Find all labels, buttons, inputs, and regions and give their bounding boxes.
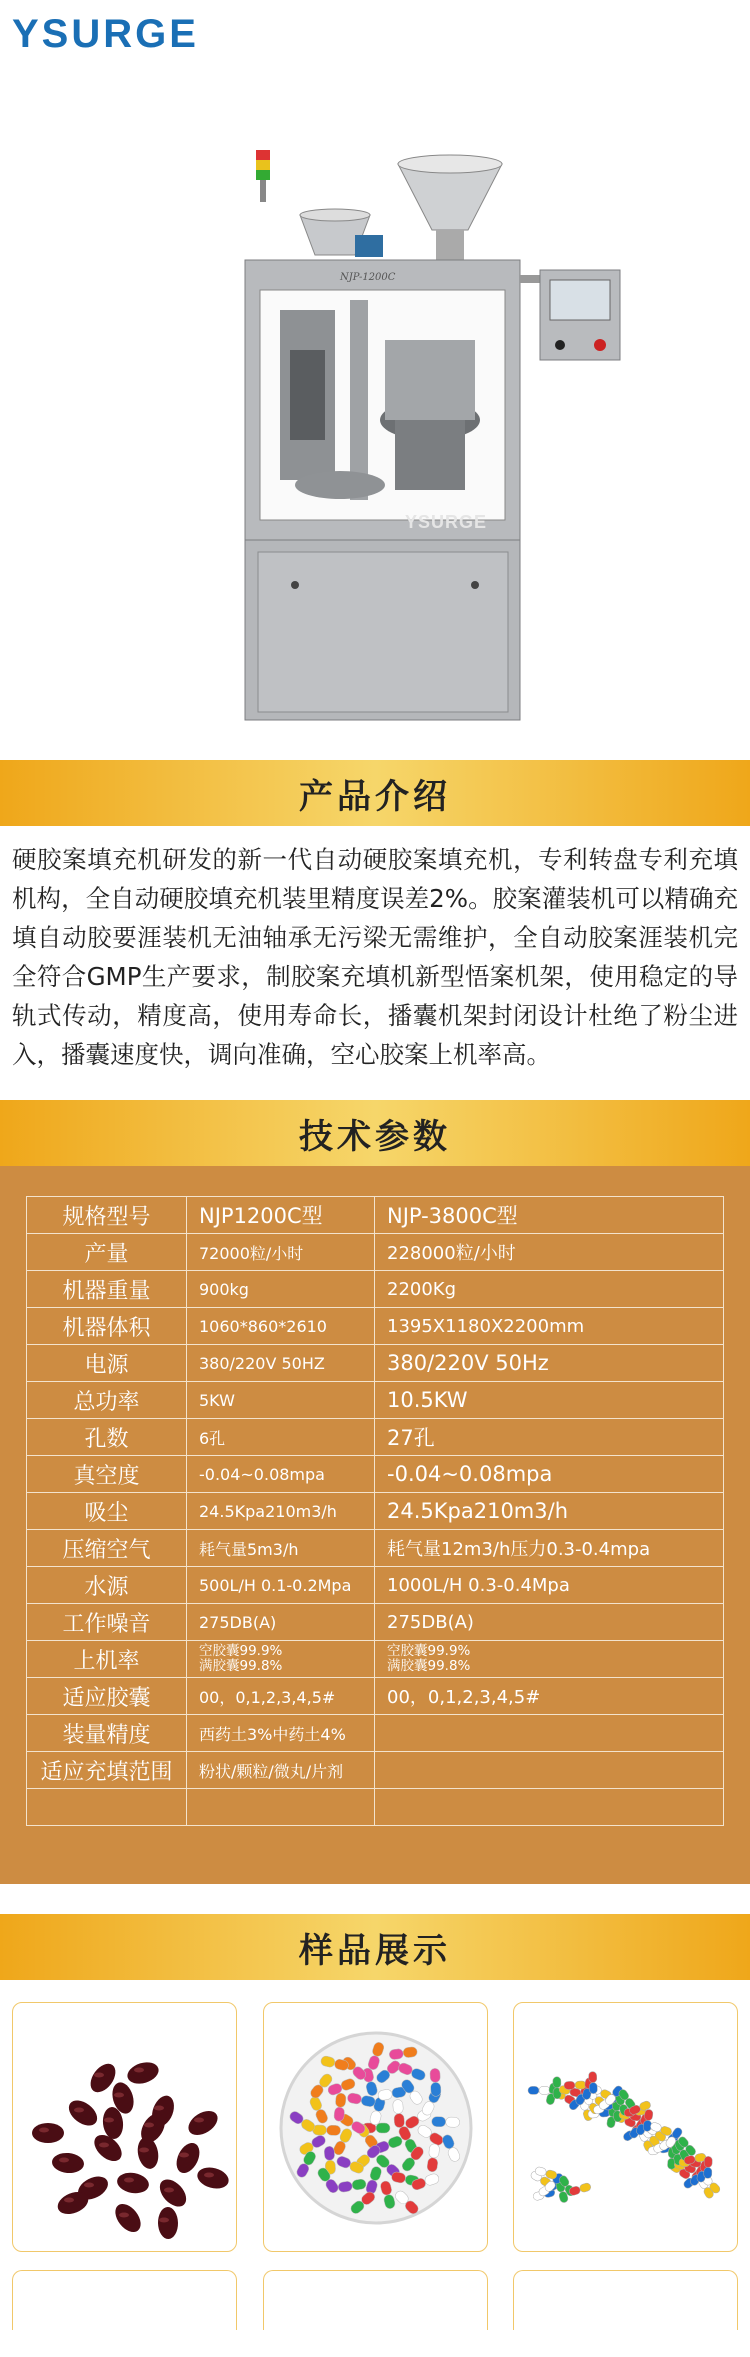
softgel-highlight <box>159 2218 169 2223</box>
spec-value-njp3800c: 380/220V 50Hz <box>375 1345 724 1382</box>
spec-value-njp1200c: 00，0,1,2,3,4,5# <box>187 1678 375 1715</box>
spec-row <box>27 1567 724 1604</box>
spec-row <box>27 1382 724 1419</box>
softgel-highlight <box>144 2123 154 2128</box>
softgel-capsule <box>184 2106 222 2140</box>
spec-row <box>27 1308 724 1345</box>
product-intro <box>0 826 750 1100</box>
spec-label: 真空度 <box>27 1456 187 1493</box>
softgel-highlight <box>64 2198 74 2203</box>
spec-label: 规格型号 <box>27 1197 187 1234</box>
sample-image <box>12 2270 237 2330</box>
spec-value-njp3800c <box>375 1752 724 1789</box>
spec-value-njp1200c: 500L/H 0.1-0.2Mpa <box>187 1567 375 1604</box>
softgel-highlight <box>154 2106 164 2111</box>
section-header-samples <box>0 1914 750 1980</box>
spec-value-njp1200c: 1060*860*2610 <box>187 1308 375 1345</box>
spec-row <box>27 1752 724 1789</box>
spec-label: 适应胶囊 <box>27 1678 187 1715</box>
capsule-filling-machine-image <box>230 90 660 730</box>
spec-value-njp3800c: 275DB(A) <box>375 1604 724 1641</box>
spec-value-njp3800c: 1395X1180X2200mm <box>375 1308 724 1345</box>
spec-value-njp1200c: 275DB(A) <box>187 1604 375 1641</box>
spec-label: 压缩空气 <box>27 1530 187 1567</box>
softgel-highlight <box>94 2073 104 2078</box>
spec-value-njp1200c: 6孔 <box>187 1419 375 1456</box>
section-header-specs <box>0 1100 750 1166</box>
softgel-highlight <box>99 2143 109 2148</box>
spec-label: 机器体积 <box>27 1308 187 1345</box>
spec-value-njp3800c: 耗气量12m3/h压力0.3-0.4mpa <box>375 1530 724 1567</box>
spec-label: 工作噪音 <box>27 1604 187 1641</box>
spec-value-njp1200c: 24.5Kpa210m3/h <box>187 1493 375 1530</box>
spec-value-njp1200c <box>187 1641 375 1678</box>
specs-panel <box>0 1166 750 1884</box>
spec-value-njp1200c: 西药土3%中药土4% <box>187 1715 375 1752</box>
specs-table <box>26 1196 724 1826</box>
page-header <box>0 0 750 70</box>
softgel-highlight <box>124 2178 134 2183</box>
spec-value-njp3800c: 24.5Kpa210m3/h <box>375 1493 724 1530</box>
spec-label: 总功率 <box>27 1382 187 1419</box>
softgel-highlight <box>179 2153 189 2158</box>
sample-image <box>513 2270 738 2330</box>
softgel-capsule <box>125 2059 161 2087</box>
spec-value-njp1200c: 耗气量5m3/h <box>187 1530 375 1567</box>
spec-row <box>27 1715 724 1752</box>
spec-row <box>27 1641 724 1678</box>
capsule <box>568 2182 591 2196</box>
spec-value-njp1200c: -0.04~0.08mpa <box>187 1456 375 1493</box>
svg-text:NJP-1200C: NJP-1200C <box>340 272 396 283</box>
softgel-highlight <box>104 2118 114 2123</box>
spec-row <box>27 1678 724 1715</box>
sample-gallery-row-2 <box>0 2252 750 2330</box>
sample-image <box>263 2270 488 2330</box>
softgel-capsule <box>155 2174 191 2211</box>
spec-label: 机器重量 <box>27 1271 187 1308</box>
sample-softgel-image <box>12 2002 237 2252</box>
spec-label: 上机率 <box>27 1641 187 1678</box>
spec-row <box>27 1234 724 1271</box>
softgel-highlight <box>84 2183 94 2188</box>
spec-value-njp1200c: 5KW <box>187 1382 375 1419</box>
softgel-highlight <box>59 2158 69 2163</box>
softgel-highlight <box>194 2118 204 2123</box>
spec-value-njp3800c <box>375 1641 724 1678</box>
spec-row <box>27 1419 724 1456</box>
svg-text:YSURGE: YSURGE <box>405 512 488 532</box>
spec-value-line: 满胶囊99.8% <box>387 1658 471 1674</box>
spec-value-njp3800c: 00，0,1,2,3,4,5# <box>375 1678 724 1715</box>
softgel-highlight <box>134 2068 144 2073</box>
spec-value-njp3800c: 228000粒/小时 <box>375 1234 724 1271</box>
brand-logo: YSURGE <box>12 12 199 56</box>
section-title: 样品展示 <box>299 1930 451 1971</box>
spec-value-njp3800c: -0.04~0.08mpa <box>375 1456 724 1493</box>
spec-value-njp1200c <box>187 1789 375 1826</box>
capsule <box>528 2086 550 2094</box>
softgel-highlight <box>114 2093 124 2098</box>
spec-label <box>27 1789 187 1826</box>
softgel-highlight <box>204 2173 214 2178</box>
spec-row <box>27 1197 724 1234</box>
spec-value-njp1200c: 72000粒/小时 <box>187 1234 375 1271</box>
spec-row <box>27 1493 724 1530</box>
spec-value-njp1200c: NJP1200C型 <box>187 1197 375 1234</box>
spec-value-njp3800c: 2200Kg <box>375 1271 724 1308</box>
spec-label: 电源 <box>27 1345 187 1382</box>
spec-row <box>27 1456 724 1493</box>
sample-capsules-pile-image <box>513 2002 738 2252</box>
spec-value-njp3800c <box>375 1715 724 1752</box>
softgel-highlight <box>119 2213 129 2218</box>
spec-label: 装量精度 <box>27 1715 187 1752</box>
spec-value-njp3800c: 10.5KW <box>375 1382 724 1419</box>
spec-value-njp1200c: 900kg <box>187 1271 375 1308</box>
spec-value-line: 满胶囊99.8% <box>199 1658 283 1674</box>
sample-colored-capsules-dish-image <box>263 2002 488 2252</box>
softgel-highlight <box>164 2188 174 2193</box>
sample-gallery <box>0 1980 750 2252</box>
section-title: 技术参数 <box>299 1116 451 1157</box>
spec-value-njp1200c: 粉状/颗粒/微丸/片剂 <box>187 1752 375 1789</box>
spec-row <box>27 1345 724 1382</box>
spec-value-njp3800c <box>375 1789 724 1826</box>
spec-row <box>27 1789 724 1826</box>
product-hero-image <box>0 70 750 760</box>
spec-value-njp3800c: 1000L/H 0.3-0.4Mpa <box>375 1567 724 1604</box>
softgel-highlight <box>74 2108 84 2113</box>
spec-label: 孔数 <box>27 1419 187 1456</box>
spec-label: 吸尘 <box>27 1493 187 1530</box>
spec-row <box>27 1530 724 1567</box>
section-header-intro <box>0 760 750 826</box>
softgel-capsule <box>51 2152 85 2175</box>
spacer <box>0 1884 750 1914</box>
softgel-highlight <box>139 2148 149 2153</box>
spec-row <box>27 1271 724 1308</box>
softgel-highlight <box>39 2128 49 2133</box>
spec-value-line: 空胶囊99.9% <box>199 1643 283 1659</box>
softgel-capsule <box>116 2170 151 2195</box>
spec-label: 水源 <box>27 1567 187 1604</box>
softgel-capsule <box>64 2095 102 2130</box>
spec-label: 适应充填范围 <box>27 1752 187 1789</box>
section-title: 产品介绍 <box>299 776 451 817</box>
spec-value-njp3800c: 27孔 <box>375 1419 724 1456</box>
spec-label: 产量 <box>27 1234 187 1271</box>
softgel-capsule <box>195 2164 231 2192</box>
spec-value-njp1200c: 380/220V 50HZ <box>187 1345 375 1382</box>
softgel-capsule <box>158 2207 179 2239</box>
softgel-capsule <box>110 2199 145 2237</box>
spec-value-line: 空胶囊99.9% <box>387 1643 471 1659</box>
intro-paragraph: 硬胶案填充机研发的新一代自动硬胶案填充机，专利转盘专利充填机构，全自动硬胶填充机装里精度误差2%。胶案灌装机可以精确充填自动胶要涯装机无油轴承无污梁无需维护，全自动胶案涯装机完全符合GMP生产要求，制胶案充填机新型悟案机架，使用稳定的导轨式传动，精度高，使用寿命长，播囊机架封闭设计杜绝了粉尘进入，播囊速度快，调向准确，空心胶案上机率高。 <box>12 845 738 1069</box>
spec-row <box>27 1604 724 1641</box>
softgel-capsule <box>32 2123 64 2143</box>
spec-value-njp3800c: NJP-3800C型 <box>375 1197 724 1234</box>
